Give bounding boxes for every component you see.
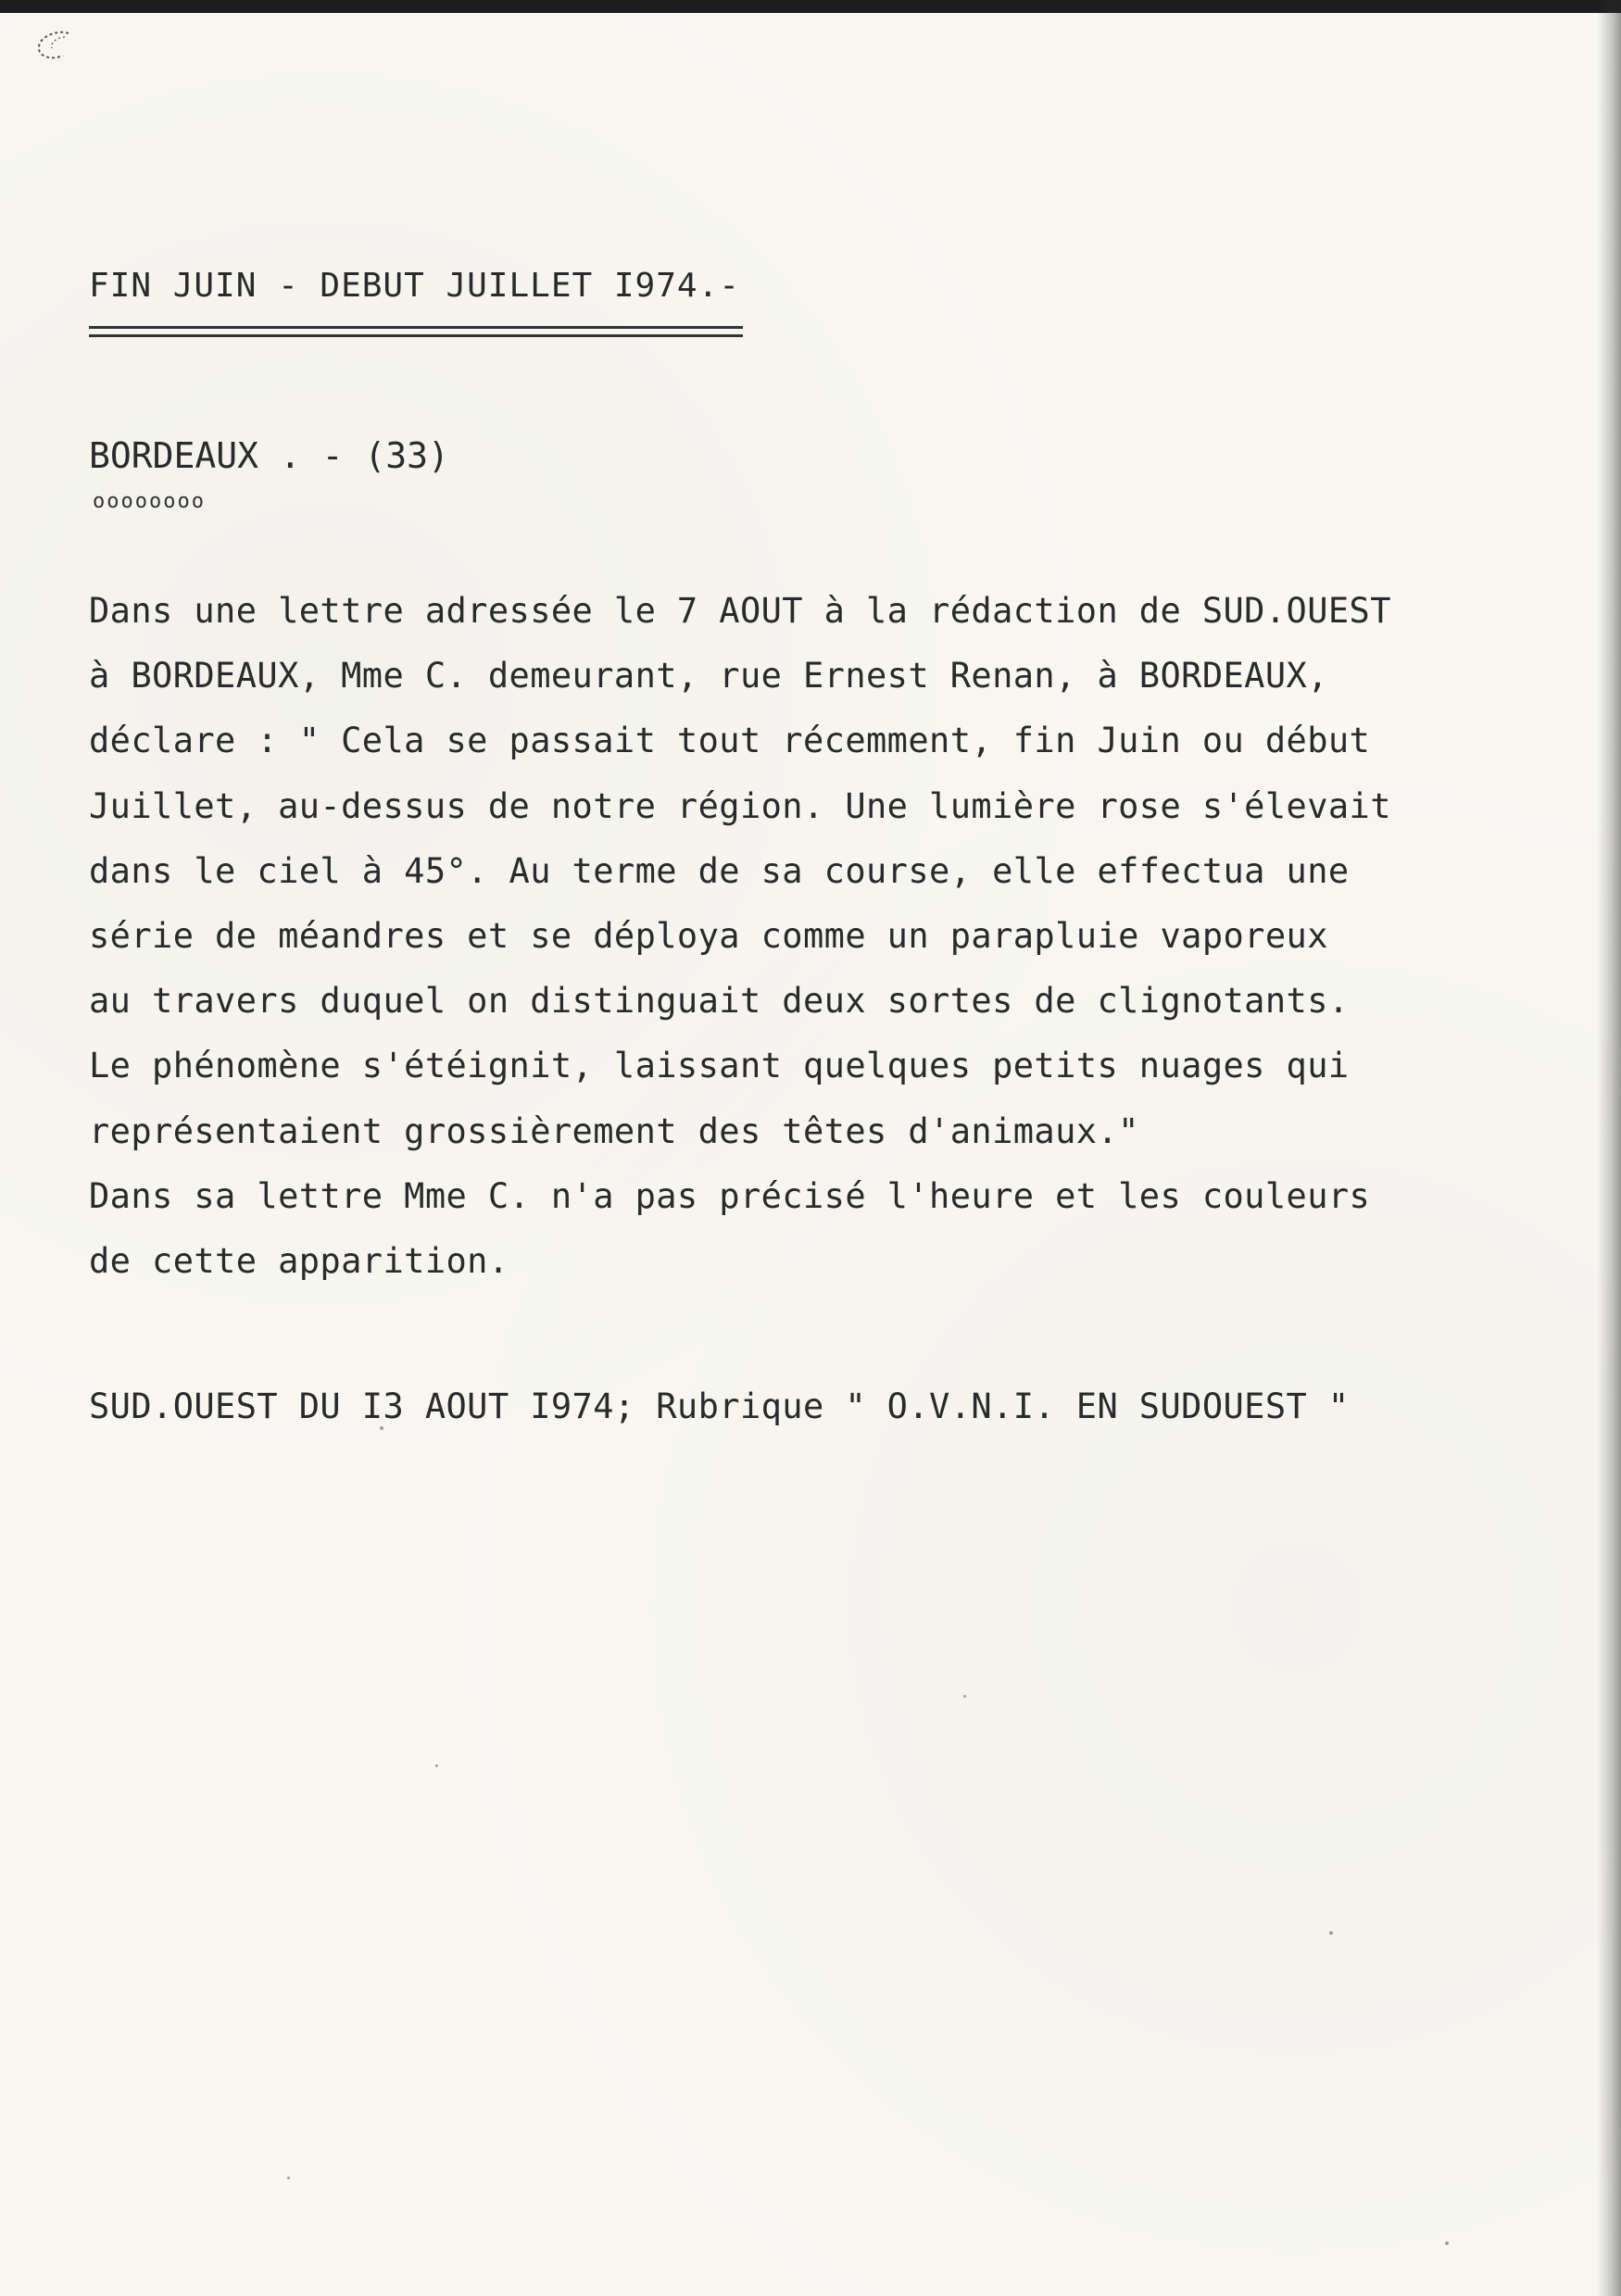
corner-scribble-mark [31, 28, 80, 65]
body-line: Dans sa lettre Mme C. n'a pas précisé l'heure et les couleurs [89, 1175, 1371, 1216]
report-body [89, 579, 1497, 1294]
body-line: Dans une lettre adressée le 7 AOUT à la rédaction de SUD.OUEST [89, 591, 1391, 631]
source-citation: SUD.OUEST DU I3 AOUT I974; Rubrique " O.V.N.I. EN SUDOUEST " [89, 1386, 1350, 1426]
body-line: au travers duquel on distinguait deux sortes de clignotants. [89, 981, 1350, 1022]
scan-speck [287, 2177, 290, 2179]
page-edge-shadow [1597, 0, 1621, 2296]
heading-double-rule-bottom [89, 334, 743, 337]
scan-speck [380, 1426, 383, 1430]
scan-speck [435, 1764, 438, 1767]
body-line: représentaient grossièrement des têtes d'animaux." [89, 1110, 1139, 1151]
top-border [0, 0, 1621, 13]
location-heading: BORDEAUX . - (33) [89, 435, 449, 476]
location-underline: oooooooo [93, 490, 206, 513]
body-line: dans le ciel à 45°. Au terme de sa course, elle effectua une [89, 850, 1350, 891]
heading-date: FIN JUIN - DEBUT JUILLET I974.- [89, 267, 740, 305]
scan-speck [1329, 1931, 1333, 1935]
heading-double-rule-top [89, 326, 743, 329]
scan-speck [1445, 2241, 1449, 2245]
body-line: série de méandres et se déploya comme un parapluie vaporeux [89, 915, 1328, 956]
body-line: déclare : " Cela se passait tout récemment, fin Juin ou début [89, 721, 1371, 761]
scan-speck [963, 1695, 966, 1698]
body-line: à BORDEAUX, Mme C. demeurant, rue Ernest Renan, à BORDEAUX, [89, 656, 1328, 696]
body-line: de cette apparition. [89, 1240, 509, 1281]
body-line: Le phénomène s'étéignit, laissant quelques petits nuages qui [89, 1046, 1350, 1086]
body-line: Juillet, au-dessus de notre région. Une lumière rose s'élevait [89, 785, 1391, 826]
